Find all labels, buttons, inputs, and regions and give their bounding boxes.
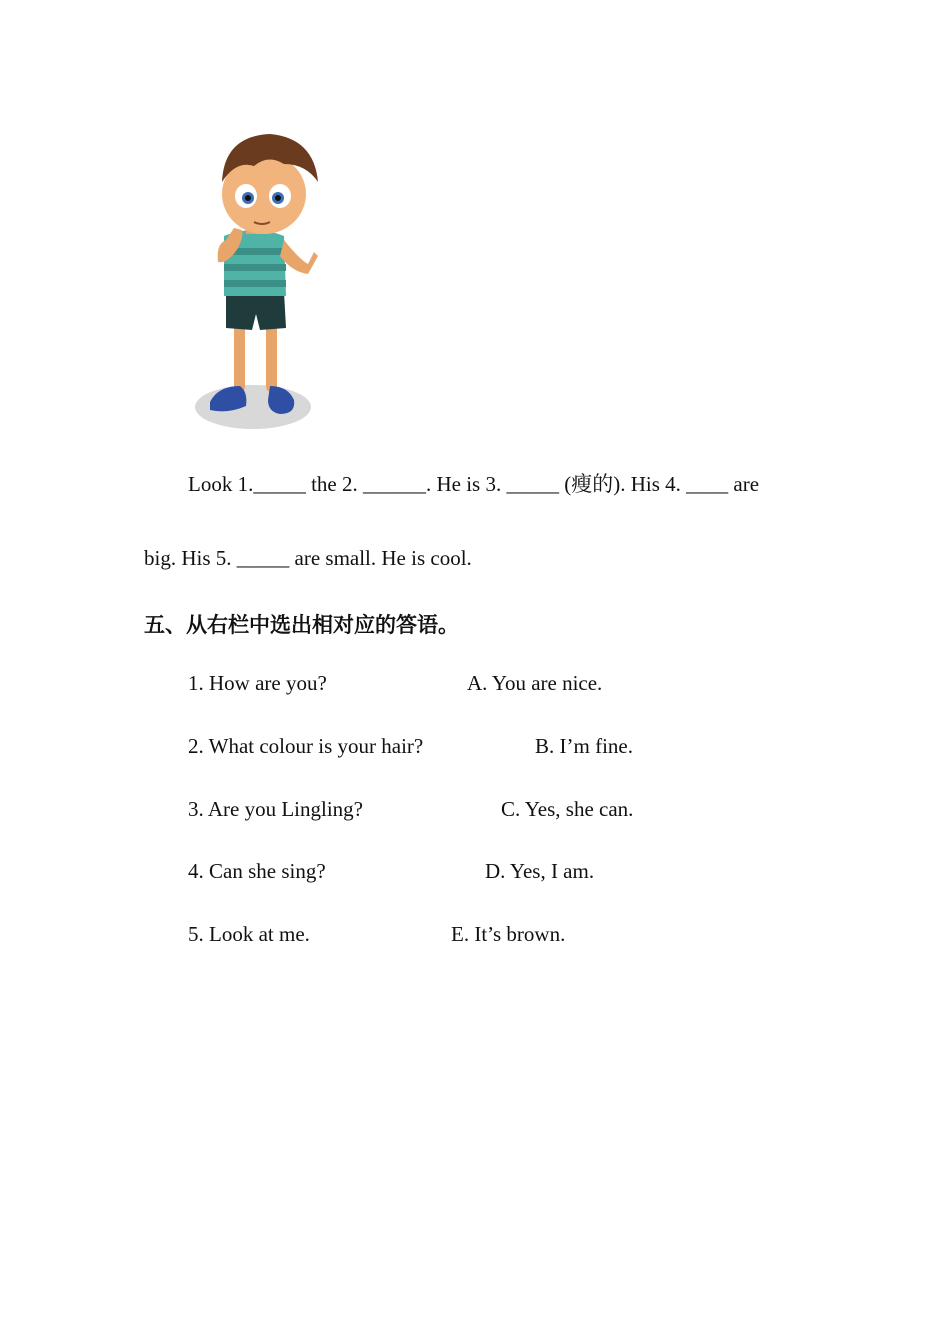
answer-b: B. I’m fine. — [535, 734, 633, 758]
section-five-heading: 五、从右栏中选出相对应的答语。 — [144, 613, 459, 637]
question-2: 2. What colour is your hair? — [188, 734, 424, 758]
answer-e: E. It’s brown. — [451, 922, 566, 946]
question-5: 5. Look at me. — [188, 922, 310, 946]
passage-line-1: Look 1._____ the 2. ______. He is 3. _____ (瘦的). His 4. ____ are — [188, 472, 760, 496]
answer-a: A. You are nice. — [467, 671, 603, 695]
passage-line-2: big. His 5. _____ are small. He is cool. — [144, 546, 472, 570]
question-1: 1. How are you? — [188, 671, 327, 695]
question-3: 3. Are you Lingling? — [188, 797, 363, 821]
answer-c: C. Yes, she can. — [501, 797, 634, 821]
answer-d: D. Yes, I am. — [485, 859, 595, 883]
boy-illustration — [188, 124, 328, 432]
question-4: 4. Can she sing? — [188, 859, 326, 883]
